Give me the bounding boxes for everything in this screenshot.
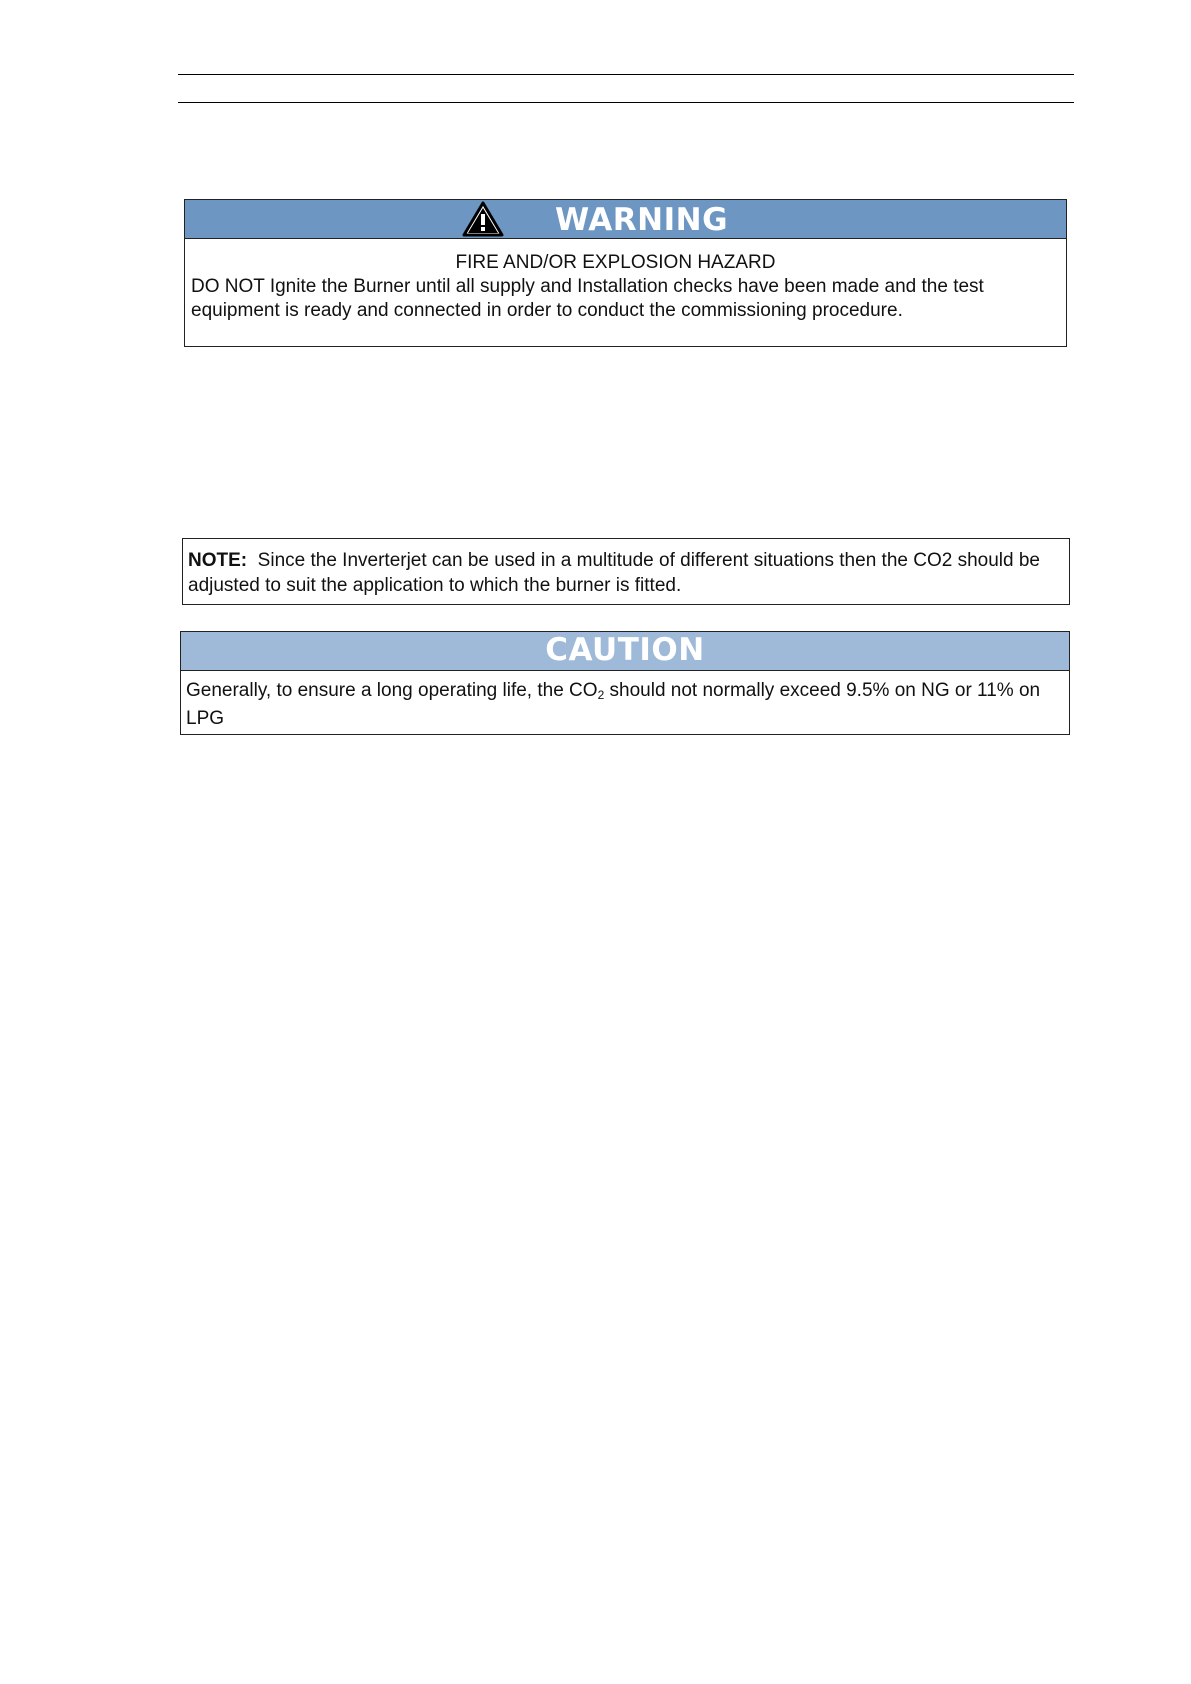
warning-box <box>184 199 1067 347</box>
note-box <box>182 538 1070 605</box>
co2-subscript: 2 <box>597 688 605 702</box>
warning-header <box>185 200 1066 239</box>
warning-triangle-icon <box>462 201 504 237</box>
caution-box <box>180 631 1070 735</box>
note-label: NOTE: <box>188 550 248 571</box>
caution-header <box>181 632 1069 671</box>
warning-subtitle: FIRE AND/OR EXPLOSION HAZARD <box>455 252 776 273</box>
caution-body-text: Generally, to ensure a long operating life, the CO <box>186 680 598 701</box>
header-rule-bottom <box>178 102 1074 103</box>
warning-body: DO NOT Ignite the Burner until all supply and Installation checks have been made and the test equipment is ready and connected in order to conduct the commissioning procedure. <box>191 276 984 321</box>
caution-title: CAUTION <box>545 632 705 668</box>
header-rule-top <box>178 74 1074 75</box>
caution-body-text-end: should not normally exceed 9.5% on NG or 11% on LPG <box>186 680 1041 729</box>
warning-title: WARNING <box>555 202 729 238</box>
note-body: Since the Inverterjet can be used in a multitude of different situations then the CO2 should be adjusted to suit the application to which the burner is fitted. <box>188 550 1040 596</box>
caution-body <box>181 671 1069 731</box>
